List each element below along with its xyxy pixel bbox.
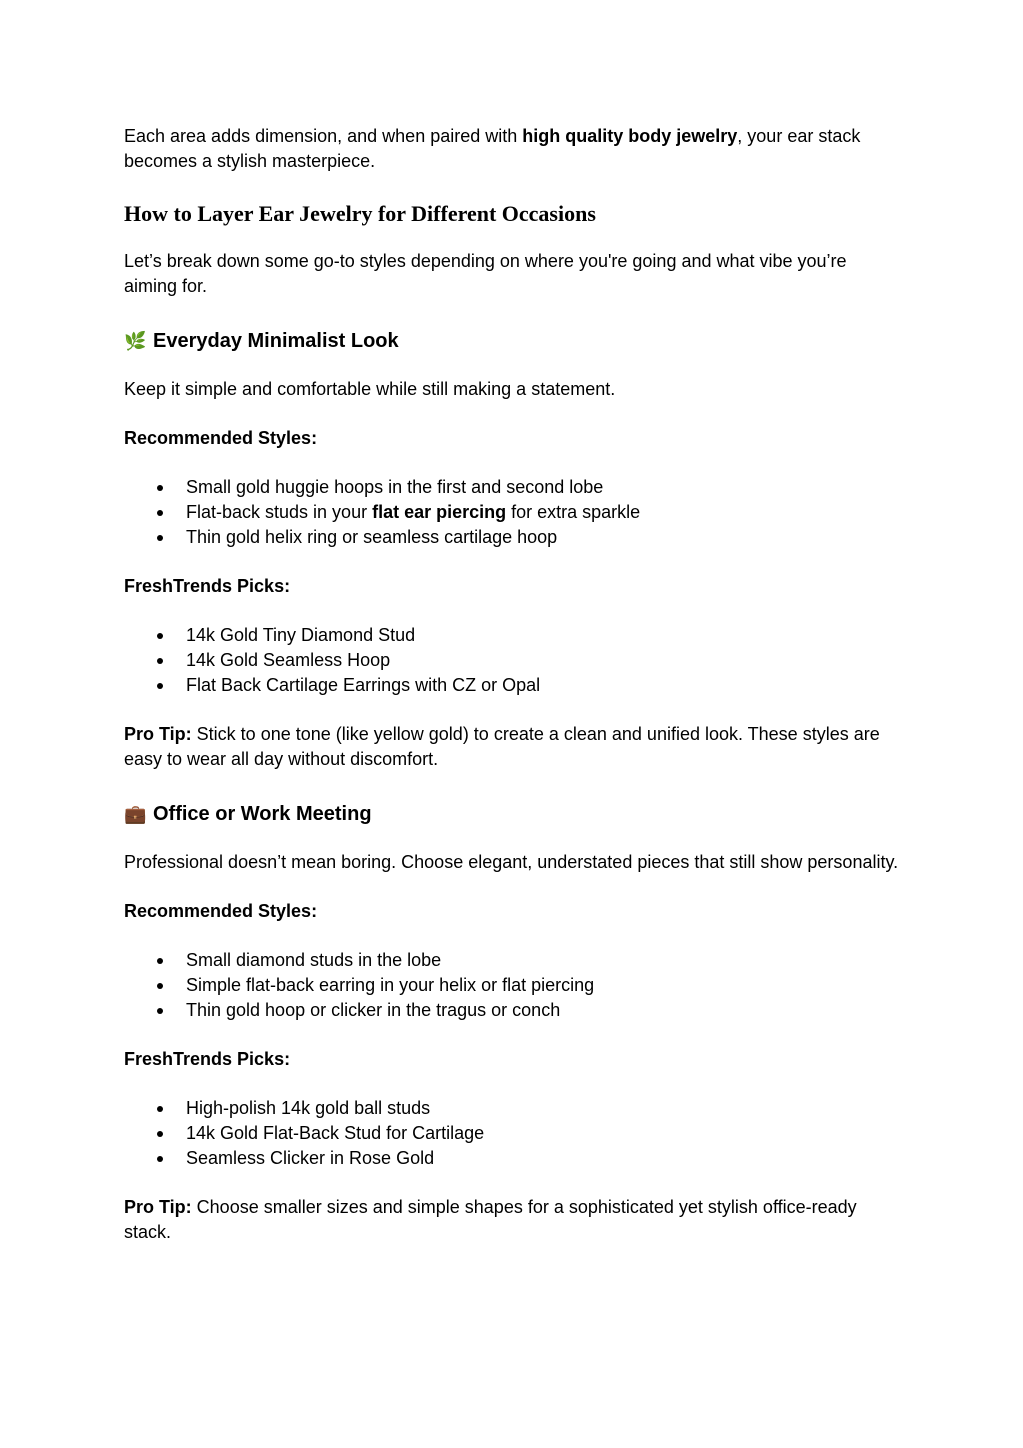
list-item: Flat-back studs in your flat ear piercing for extra sparkle xyxy=(124,500,899,525)
picks-list xyxy=(124,623,899,698)
list-item: 14k Gold Tiny Diamond Stud xyxy=(124,623,899,648)
subsection-title-everyday: 🌿 Everyday Minimalist Look xyxy=(124,330,399,352)
list-item: Thin gold hoop or clicker in the tragus or conch xyxy=(124,998,899,1023)
pro-tip: Pro Tip: Stick to one tone (like yellow gold) to create a clean and unified look. These styles are easy to wear all day without discomfort. xyxy=(124,724,880,769)
picks-label: FreshTrends Picks: xyxy=(124,1049,291,1069)
intro-emphasis: high quality body jewelry xyxy=(522,126,738,146)
list-item: Flat Back Cartilage Earrings with CZ or Opal xyxy=(124,673,899,698)
pro-tip: Pro Tip: Choose smaller sizes and simple shapes for a sophisticated yet stylish office-ready stack. xyxy=(124,1197,857,1242)
list-item: Seamless Clicker in Rose Gold xyxy=(124,1146,899,1171)
subsection-description: Professional doesn’t mean boring. Choose elegant, understated pieces that still show personality. xyxy=(124,852,899,872)
briefcase-icon: 💼 xyxy=(124,804,147,824)
herb-icon: 🌿 xyxy=(124,331,147,351)
list-item: Small gold huggie hoops in the first and second lobe xyxy=(124,475,899,500)
list-item: 14k Gold Seamless Hoop xyxy=(124,648,899,673)
picks-list xyxy=(124,1096,899,1171)
recommended-styles-label: Recommended Styles: xyxy=(124,901,318,921)
recommended-styles-list xyxy=(124,948,899,1023)
document-page xyxy=(124,124,899,1273)
intro-paragraph: Each area adds dimension, and when paired with high quality body jewelry, your ear stack becomes a stylish masterpiece. xyxy=(124,126,861,171)
recommended-styles-list xyxy=(124,475,899,550)
list-item: 14k Gold Flat-Back Stud for Cartilage xyxy=(124,1121,899,1146)
section-heading: How to Layer Ear Jewelry for Different Occasions xyxy=(124,201,596,226)
picks-label: FreshTrends Picks: xyxy=(124,576,291,596)
subsection-title-office: 💼 Office or Work Meeting xyxy=(124,803,372,825)
subsection-description: Keep it simple and comfortable while still making a statement. xyxy=(124,379,616,399)
list-item: Small diamond studs in the lobe xyxy=(124,948,899,973)
list-item: High-polish 14k gold ball studs xyxy=(124,1096,899,1121)
recommended-styles-label: Recommended Styles: xyxy=(124,428,318,448)
lead-paragraph: Let’s break down some go-to styles depending on where you're going and what vibe you’re aiming for. xyxy=(124,251,847,296)
list-item: Simple flat-back earring in your helix or flat piercing xyxy=(124,973,899,998)
list-item: Thin gold helix ring or seamless cartilage hoop xyxy=(124,525,899,550)
